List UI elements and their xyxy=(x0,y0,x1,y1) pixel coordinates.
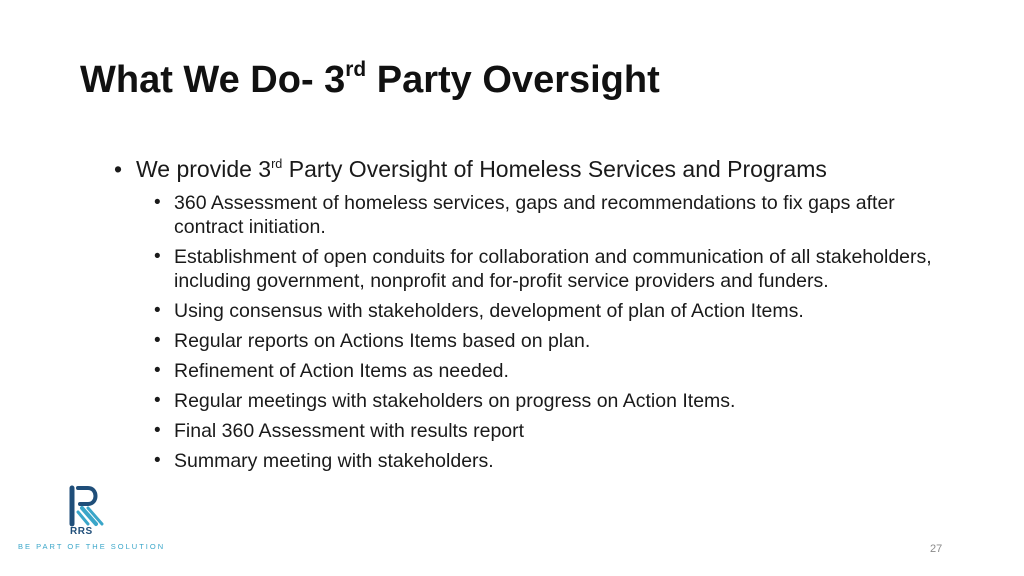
bullet-dot: • xyxy=(154,420,161,441)
bullet-dot: • xyxy=(154,360,161,381)
sub-bullet xyxy=(154,389,934,413)
bullet-content xyxy=(114,153,974,479)
company-logo xyxy=(14,484,174,554)
sub-bullet-list xyxy=(154,191,974,473)
title-prefix: What We Do- 3 xyxy=(80,59,346,101)
bullet-dot: • xyxy=(154,390,161,411)
page-number: 27 xyxy=(930,543,943,555)
bullet-dot: • xyxy=(154,246,161,267)
rrs-logo-icon xyxy=(66,484,106,528)
sub-bullet-text: Regular meetings with stakeholders on progress on Action Items. xyxy=(174,390,736,412)
sub-bullet-text: Establishment of open conduits for collaboration and communication of all stakeholders, including government, nonprofit and for-profit service providers and funders. xyxy=(174,246,932,292)
sub-bullet-text: Summary meeting with stakeholders. xyxy=(174,450,494,472)
bullet-dot: • xyxy=(154,330,161,351)
sub-bullet xyxy=(154,299,934,323)
main-bullet xyxy=(114,153,974,189)
bullet-dot: • xyxy=(114,156,123,182)
main-bullet-prefix: We provide 3 xyxy=(136,156,272,182)
bullet-dot: • xyxy=(154,192,161,213)
logo-tagline: BE PART OF THE SOLUTION xyxy=(18,542,166,551)
sub-bullet-text: Regular reports on Actions Items based on plan. xyxy=(174,330,591,352)
sub-bullet xyxy=(154,245,934,293)
sub-bullet xyxy=(154,329,934,353)
sub-bullet xyxy=(154,359,934,383)
title-superscript: rd xyxy=(345,58,367,82)
slide-title xyxy=(80,58,660,104)
bullet-dot: • xyxy=(154,450,161,471)
sub-bullet-text: Final 360 Assessment with results report xyxy=(174,420,525,442)
sub-bullet xyxy=(154,419,934,443)
sub-bullet xyxy=(154,191,934,239)
title-suffix: Party Oversight xyxy=(366,59,660,101)
sub-bullet xyxy=(154,449,934,473)
sub-bullet-text: Using consensus with stakeholders, development of plan of Action Items. xyxy=(174,300,804,322)
main-bullet-suffix: Party Oversight of Homeless Services and Programs xyxy=(282,156,827,182)
bullet-dot: • xyxy=(154,300,161,321)
logo-name: RRS xyxy=(70,526,93,537)
sub-bullet-text: 360 Assessment of homeless services, gaps and recommendations to fix gaps after contract initiation. xyxy=(174,192,895,238)
main-bullet-superscript: rd xyxy=(271,156,283,171)
sub-bullet-text: Refinement of Action Items as needed. xyxy=(174,360,509,382)
